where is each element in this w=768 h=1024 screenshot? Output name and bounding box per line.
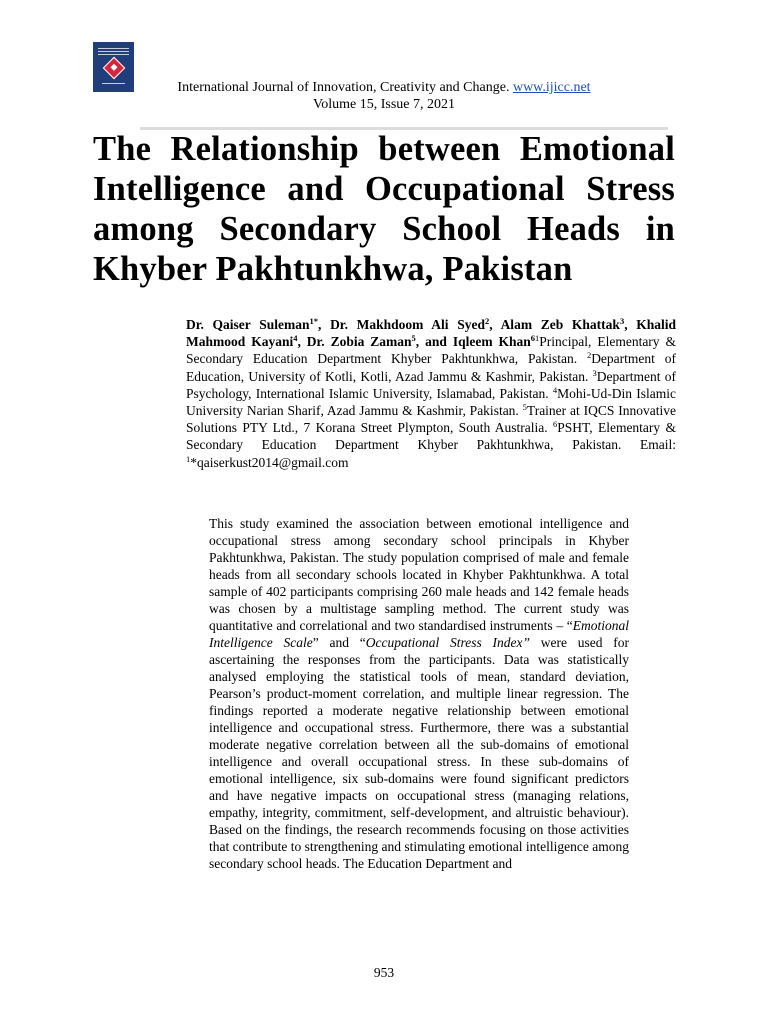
affiliation-superscript: 1 — [535, 333, 540, 344]
page-number: 953 — [373, 965, 395, 980]
journal-name: International Journal of Innovation, Creativity and Change. — [177, 80, 510, 95]
abstract-text-1: This study examined the association between emotional intelligence and occupational stress among secondary school principals in Khyber Pakhtunkhwa, Pakistan. The study population comprised of male and female heads from all secondary schools located in Khyber Pakhtunkhwa. A total sample of 402 participants comprising 260 male heads and 142 female heads was chosen by a multistage sampling method. The current study was quantitative and correlational and two standardised instruments – “ — [209, 516, 629, 633]
author-superscript: 3 — [619, 316, 625, 326]
affiliation-text: Department of Education, University of Kotli, Kotli, Azad Jammu & Kashmir, Pakistan. — [186, 351, 676, 384]
author-separator: , — [297, 334, 307, 350]
affiliation-text: Mohi-Ud-Din Islamic University Narian Sharif, Azad Jammu & Kashmir, Pakistan. — [186, 385, 676, 419]
author-separator: , — [624, 317, 637, 332]
author-name: Dr. Makhdoom Ali Syed — [330, 317, 485, 332]
author-name: Khalid Mahmood Kayani — [186, 317, 677, 350]
affiliation-text: Trainer at IQCS Innovative Solutions PTY Ltd., 7 Korana Street Plympton, South Australia. — [186, 403, 676, 436]
author-name: Iqleem Khan — [452, 334, 531, 350]
abstract-text-2: ” and “ — [312, 635, 366, 650]
author-superscript: 5 — [411, 333, 416, 344]
affiliation-superscript: 4 — [552, 384, 558, 395]
author-superscript: 1* — [309, 316, 318, 326]
affiliation-superscript: 5 — [522, 402, 527, 413]
author-superscript: 2 — [485, 316, 490, 326]
affiliation-superscript: 1 — [186, 453, 191, 464]
affiliation-superscript: 3 — [592, 367, 597, 378]
volume-issue: Volume 15, Issue 7, 2021 — [312, 97, 456, 112]
author-name: Dr. Qaiser Suleman — [186, 317, 310, 332]
author-block — [186, 316, 676, 471]
author-superscript: 4 — [293, 333, 298, 344]
paper-title: The Relationship between Emotional Intelligence and Occupational Stress among Secondary School Heads in Khyber Pakhtunkhwa, Pakistan — [93, 130, 675, 288]
author-superscript: 6 — [530, 333, 536, 344]
abstract — [209, 515, 629, 872]
author-name: Alam Zeb Khattak — [500, 317, 620, 332]
abstract-italic-1: Emotional Intelligence Scale — [209, 618, 629, 650]
author-separator: , — [318, 317, 331, 332]
journal-url-link[interactable]: www.ijicc.net — [512, 80, 591, 95]
affiliations — [186, 334, 676, 469]
author-separator: , and — [415, 334, 453, 350]
abstract-italic-2: Occupational Stress Index” — [365, 635, 530, 650]
affiliation-text: PSHT, Elementary & Secondary Education Department Khyber Pakhtunkhwa, Pakistan. Email: — [186, 420, 677, 453]
abstract-text-3: were used for ascertaining the responses from the participants. Data was statistically analysed employing the statistical tools of mean, standard deviation, Pearson’s product-moment correlation, and multiple linear regression. The findings reported a moderate negative relationship between emotional intelligence and occupational stress. Furthermore, there was a substantial moderate negative correlation between all the sub-domains of emotional intelligence and overall occupational stress. In these sub-domains of emotional intelligence, six sub-domains were found significant predictors and have negative impacts on occupational stress (managing relations, empathy, integrity, commitment, self-development, and altruistic behaviour). Based on the findings, the research recommends focusing on those activities that contribute to strengthening and stimulating emotional intelligence among secondary school heads. The Education Department and — [209, 635, 630, 871]
author-name: Dr. Zobia Zaman — [306, 334, 412, 350]
journal-header-line — [0, 79, 768, 96]
affiliation-superscript: 2 — [586, 350, 592, 361]
author-separator: , — [489, 317, 501, 332]
affiliation-text: Principal, Elementary & Secondary Education Department Khyber Pakhtunkhwa, Pakistan. — [186, 334, 676, 367]
affiliation-text: *qaiserkust2014@gmail.com — [190, 454, 349, 470]
affiliation-text: Department of Psychology, International Islamic University, Islamabad, Pakistan. — [186, 368, 676, 401]
affiliation-superscript: 6 — [552, 419, 558, 430]
